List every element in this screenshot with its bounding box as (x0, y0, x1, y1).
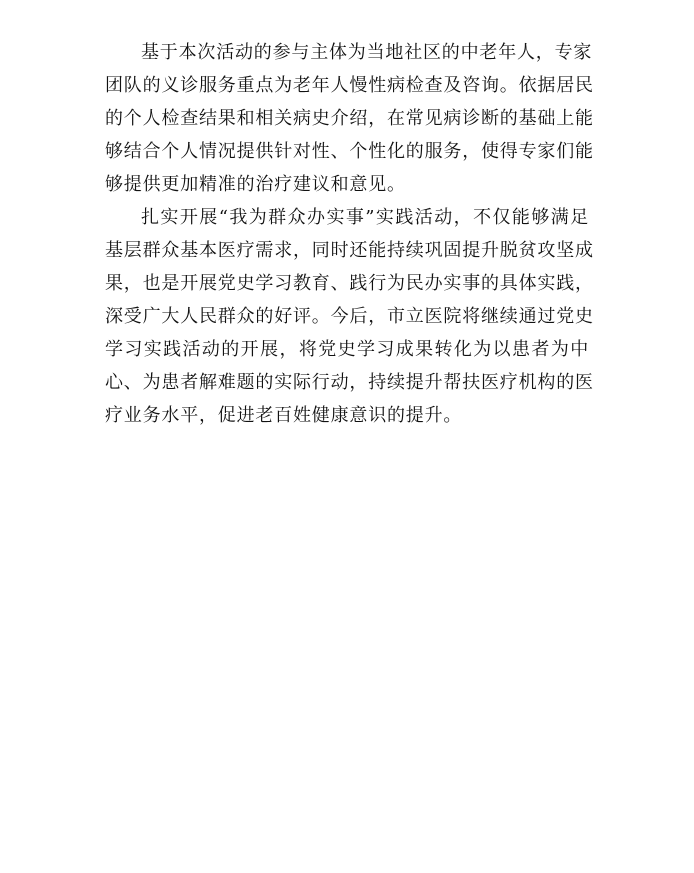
paragraph-line: 果，也是开展党史学习教育、践行为民办实事的具体实践， (105, 273, 594, 294)
paragraph-line: 学习实践活动的开展，将党史学习成果转化为以患者为中 (105, 339, 589, 360)
paragraph-2 (105, 201, 594, 432)
paragraph-line: 的个人检查结果和相关病史介绍，在常见病诊断的基础上能 (105, 108, 594, 129)
paragraph-line: 团队的义诊服务重点为老年人慢性病检查及咨询。依据居民 (105, 75, 594, 96)
paragraph-line: 够结合个人情况提供针对性、个性化的服务，使得专家们能 (105, 141, 594, 162)
paragraph-line: 够提供更加精准的治疗建议和意见。 (105, 174, 406, 195)
paragraph-line: 心、为患者解难题的实际行动，持续提升帮扶医疗机构的医 (105, 372, 594, 393)
paragraph-line: 基层群众基本医疗需求，同时还能持续巩固提升脱贫攻坚成 (105, 240, 594, 261)
paragraph-line: 深受广大人民群众的好评。今后，市立医院将继续通过党史 (105, 306, 594, 327)
document-body (105, 36, 594, 432)
paragraph-line: 扎实开展“我为群众办实事”实践活动，不仅能够满足 (141, 207, 589, 228)
paragraph-line: 基于本次活动的参与主体为当地社区的中老年人，专家 (141, 42, 593, 63)
paragraph-line: 疗业务水平，促进老百姓健康意识的提升。 (105, 405, 463, 426)
paragraph-1 (105, 36, 594, 201)
